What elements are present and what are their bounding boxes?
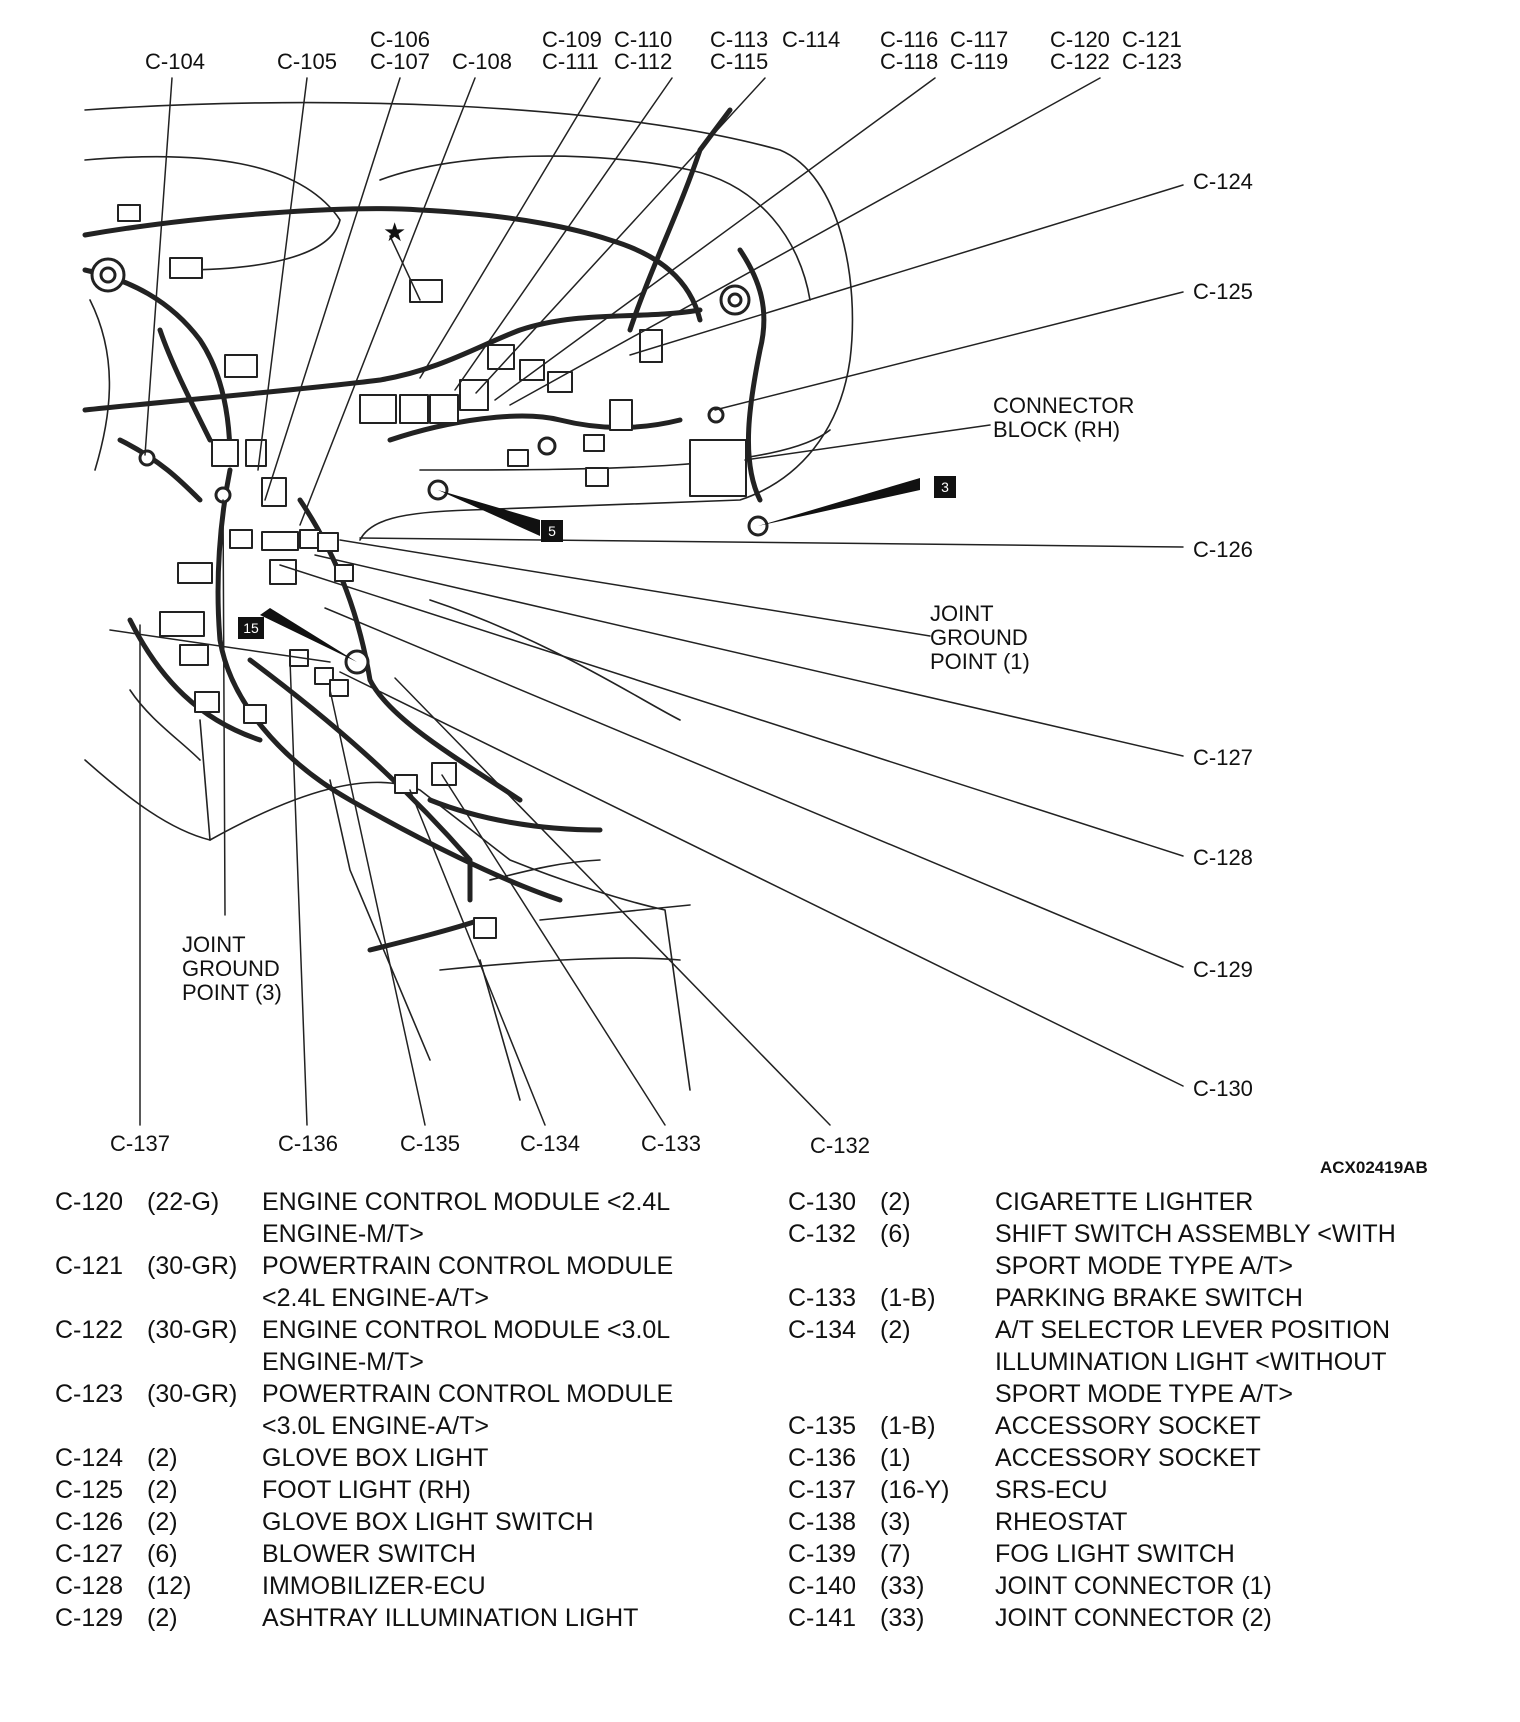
label-c129: C-129 — [1193, 957, 1253, 982]
label-connector-block-2: BLOCK (RH) — [993, 417, 1121, 442]
legend-pin-count: (1-B) — [880, 1284, 936, 1312]
legend-description-line: ACCESSORY SOCKET — [995, 1412, 1261, 1440]
label-c108: C-108 — [452, 49, 512, 74]
legend-connector-id: C-120 — [55, 1188, 124, 1216]
label-c136: C-136 — [278, 1131, 338, 1156]
legend-connector-id: C-141 — [788, 1604, 857, 1632]
legend-description — [995, 1314, 1488, 1410]
legend-pin-count: (2) — [147, 1476, 178, 1504]
legend-connector-id: C-126 — [55, 1508, 124, 1536]
legend-pin-count: (2) — [147, 1604, 178, 1632]
legend-description — [995, 1410, 1488, 1442]
legend-description-line: POWERTRAIN CONTROL MODULE — [262, 1252, 674, 1280]
legend-connector-id: C-125 — [55, 1476, 124, 1504]
legend-description — [262, 1538, 755, 1570]
legend-row — [788, 1410, 1488, 1442]
legend-connector-id: C-137 — [788, 1476, 857, 1504]
label-jgp3-line1: JOINT — [182, 932, 246, 957]
legend-pin-count: (33) — [880, 1572, 925, 1600]
label-c127: C-127 — [1193, 745, 1253, 770]
legend-description — [995, 1538, 1488, 1570]
legend-pin-count: (6) — [147, 1540, 178, 1568]
legend-connector-id: C-139 — [788, 1540, 857, 1568]
legend-description — [995, 1474, 1488, 1506]
label-c116: C-116 — [880, 27, 939, 52]
legend-pin-count: (30-GR) — [147, 1252, 238, 1280]
legend-row — [788, 1314, 1488, 1410]
label-c121: C-121 — [1122, 27, 1182, 52]
legend-description-line: RHEOSTAT — [995, 1508, 1128, 1536]
legend-description — [995, 1506, 1488, 1538]
label-c119: C-119 — [950, 49, 1009, 74]
legend-row — [55, 1506, 755, 1538]
legend-pin-count: (2) — [880, 1188, 911, 1216]
legend-left — [55, 1186, 755, 1634]
legend-description — [995, 1442, 1488, 1474]
label-c137: C-137 — [110, 1131, 170, 1156]
label-c117: C-117 — [950, 27, 1009, 52]
label-c112: C-112 — [614, 49, 673, 74]
legend-description — [995, 1602, 1488, 1634]
label-c107: C-107 — [370, 49, 430, 74]
legend-description-line: JOINT CONNECTOR (2) — [995, 1604, 1272, 1632]
legend-description-line: GLOVE BOX LIGHT SWITCH — [262, 1508, 594, 1536]
legend-description — [995, 1570, 1488, 1602]
legend-connector-id: C-129 — [55, 1604, 124, 1632]
legend-description-line: BLOWER SWITCH — [262, 1540, 476, 1568]
legend-description — [262, 1250, 755, 1314]
legend-description-line: ENGINE-M/T> — [262, 1220, 424, 1248]
legend-description-line: CIGARETTE LIGHTER — [995, 1188, 1254, 1216]
legend-description-line: POWERTRAIN CONTROL MODULE — [262, 1380, 674, 1408]
label-c130: C-130 — [1193, 1076, 1253, 1101]
legend-row — [788, 1218, 1488, 1282]
label-jgp3-line3: POINT (3) — [182, 980, 282, 1005]
label-jgp1-line2: GROUND — [930, 625, 1028, 650]
label-c106: C-106 — [370, 27, 430, 52]
legend-description — [262, 1602, 755, 1634]
legend-description — [995, 1282, 1488, 1314]
legend-connector-id: C-130 — [788, 1188, 857, 1216]
label-c120: C-120 — [1050, 27, 1110, 52]
legend-description — [262, 1378, 755, 1442]
ground-badge-5: 5 — [541, 520, 563, 542]
legend-pin-count: (2) — [880, 1316, 911, 1344]
legend-description-line: SHIFT SWITCH ASSEMBLY <WITH — [995, 1220, 1396, 1248]
legend-connector-id: C-136 — [788, 1444, 857, 1472]
legend-connector-id: C-132 — [788, 1220, 857, 1248]
label-c132: C-132 — [810, 1133, 870, 1158]
legend-description-line: ACCESSORY SOCKET — [995, 1444, 1261, 1472]
legend-description-line: PARKING BRAKE SWITCH — [995, 1284, 1303, 1312]
legend-row — [788, 1570, 1488, 1602]
legend-row — [55, 1442, 755, 1474]
label-c123: C-123 — [1122, 49, 1182, 74]
legend-connector-id: C-140 — [788, 1572, 857, 1600]
legend-description — [262, 1506, 755, 1538]
label-c113: C-113 — [710, 27, 769, 52]
legend-description — [262, 1442, 755, 1474]
legend-description-line: FOOT LIGHT (RH) — [262, 1476, 471, 1504]
label-c111: C-111 — [542, 49, 599, 74]
legend-pin-count: (22-G) — [147, 1188, 220, 1216]
ground-badge-3: 3 — [934, 476, 956, 498]
label-c134: C-134 — [520, 1131, 580, 1156]
legend-description-line: ASHTRAY ILLUMINATION LIGHT — [262, 1604, 639, 1632]
legend-connector-id: C-138 — [788, 1508, 857, 1536]
label-c133: C-133 — [641, 1131, 701, 1156]
legend-description-line: A/T SELECTOR LEVER POSITION — [995, 1316, 1391, 1344]
label-connector-block-1: CONNECTOR — [993, 393, 1135, 418]
legend-pin-count: (1) — [880, 1444, 911, 1472]
legend-row — [788, 1186, 1488, 1218]
label-c114: C-114 — [782, 27, 841, 52]
legend-description-line: GLOVE BOX LIGHT — [262, 1444, 489, 1472]
legend-right — [788, 1186, 1488, 1634]
legend-row — [788, 1442, 1488, 1474]
label-c104: C-104 — [145, 49, 205, 74]
legend-connector-id: C-135 — [788, 1412, 857, 1440]
label-jgp1-line3: POINT (1) — [930, 649, 1030, 674]
label-c128: C-128 — [1193, 845, 1253, 870]
legend-description-line: IMMOBILIZER-ECU — [262, 1572, 486, 1600]
legend-description — [995, 1186, 1488, 1218]
legend-description-line: ENGINE CONTROL MODULE <2.4L — [262, 1188, 671, 1216]
legend-row — [55, 1538, 755, 1570]
legend-row — [788, 1602, 1488, 1634]
legend-row — [55, 1186, 755, 1250]
legend-description — [262, 1186, 755, 1250]
star-icon: ★ — [383, 217, 407, 247]
legend-description-line: <2.4L ENGINE-A/T> — [262, 1284, 489, 1312]
label-c125: C-125 — [1193, 279, 1253, 304]
legend-pin-count: (2) — [147, 1444, 178, 1472]
legend-description-line: SRS-ECU — [995, 1476, 1108, 1504]
legend-description — [262, 1474, 755, 1506]
label-c109: C-109 — [542, 27, 602, 52]
legend-row — [788, 1282, 1488, 1314]
legend-pin-count: (1-B) — [880, 1412, 936, 1440]
figure-code: ACX02419AB — [1320, 1158, 1428, 1177]
legend-connector-id: C-123 — [55, 1380, 124, 1408]
legend-row — [55, 1474, 755, 1506]
legend-pin-count: (7) — [880, 1540, 911, 1568]
legend-row — [788, 1538, 1488, 1570]
legend-pin-count: (33) — [880, 1604, 925, 1632]
legend-description-line: SPORT MODE TYPE A/T> — [995, 1380, 1294, 1408]
legend-pin-count: (16-Y) — [880, 1476, 950, 1504]
legend-pin-count: (30-GR) — [147, 1380, 238, 1408]
legend-connector-id: C-128 — [55, 1572, 124, 1600]
legend-description-line: SPORT MODE TYPE A/T> — [995, 1252, 1294, 1280]
legend-row — [55, 1602, 755, 1634]
legend-connector-id: C-127 — [55, 1540, 124, 1568]
label-c115: C-115 — [710, 49, 769, 74]
legend-row — [788, 1474, 1488, 1506]
legend-description-line: ILLUMINATION LIGHT <WITHOUT — [995, 1348, 1387, 1376]
label-c124: C-124 — [1193, 169, 1253, 194]
legend-row — [55, 1314, 755, 1378]
legend-connector-id: C-134 — [788, 1316, 857, 1344]
legend-connector-id: C-122 — [55, 1316, 124, 1344]
legend-pin-count: (3) — [880, 1508, 911, 1536]
legend-description — [262, 1570, 755, 1602]
legend-pin-count: (12) — [147, 1572, 192, 1600]
legend-pin-count: (30-GR) — [147, 1316, 238, 1344]
label-jgp1-line1: JOINT — [930, 601, 994, 626]
legend-row — [788, 1506, 1488, 1538]
legend-description-line: <3.0L ENGINE-A/T> — [262, 1412, 489, 1440]
legend-row — [55, 1378, 755, 1442]
label-c135: C-135 — [400, 1131, 460, 1156]
legend-description — [995, 1218, 1488, 1282]
legend-description-line: ENGINE-M/T> — [262, 1348, 424, 1376]
ground-badge-15: 15 — [238, 617, 264, 639]
label-c105: C-105 — [277, 49, 337, 74]
legend-pin-count: (2) — [147, 1508, 178, 1536]
legend-connector-id: C-133 — [788, 1284, 857, 1312]
legend-row — [55, 1250, 755, 1314]
legend-row — [55, 1570, 755, 1602]
legend-description-line: JOINT CONNECTOR (1) — [995, 1572, 1272, 1600]
label-c118: C-118 — [880, 49, 939, 74]
legend-connector-id: C-121 — [55, 1252, 124, 1280]
legend-description-line: ENGINE CONTROL MODULE <3.0L — [262, 1316, 671, 1344]
legend-description — [262, 1314, 755, 1378]
label-c126: C-126 — [1193, 537, 1253, 562]
legend-description-line: FOG LIGHT SWITCH — [995, 1540, 1235, 1568]
label-jgp3-line2: GROUND — [182, 956, 280, 981]
label-c110: C-110 — [614, 27, 673, 52]
label-c122: C-122 — [1050, 49, 1110, 74]
legend-connector-id: C-124 — [55, 1444, 124, 1472]
legend-pin-count: (6) — [880, 1220, 911, 1248]
